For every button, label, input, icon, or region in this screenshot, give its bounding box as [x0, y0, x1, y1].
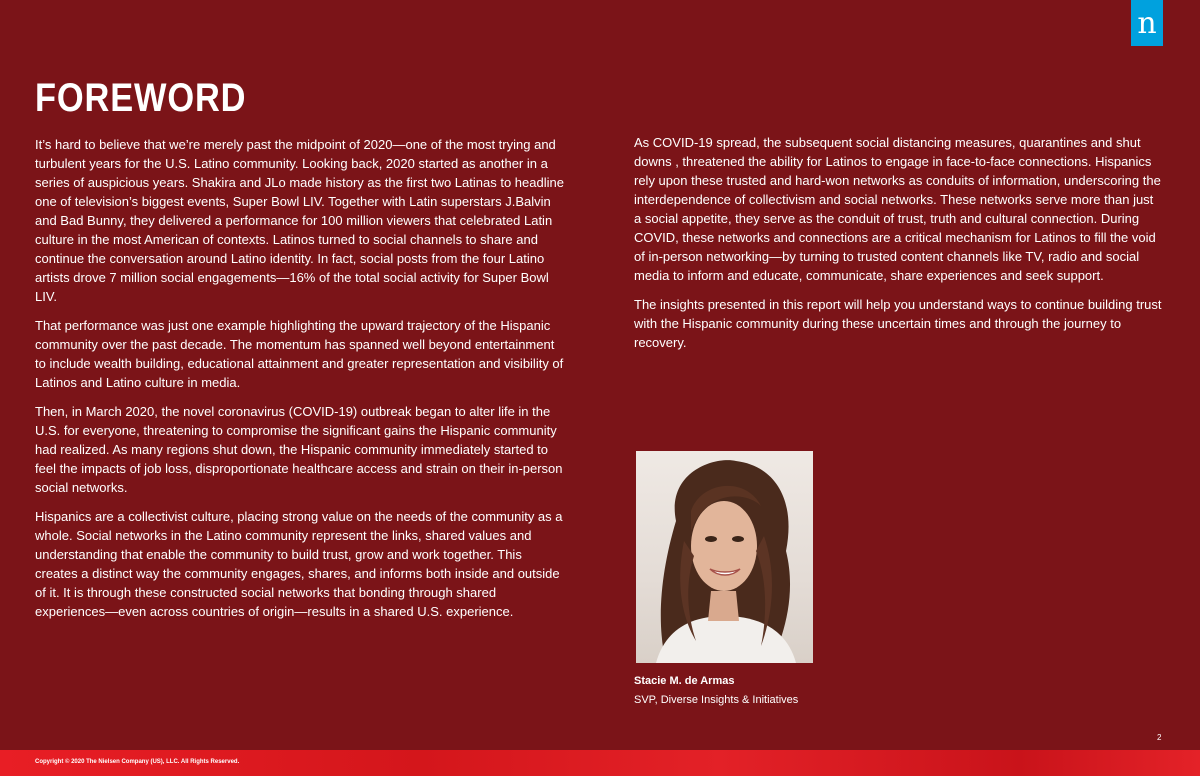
copyright-text: Copyright © 2020 The Nielsen Company (US), LLC. All Rights Reserved. [35, 759, 240, 765]
page-title: FOREWORD [35, 76, 247, 120]
author-photo [636, 451, 813, 663]
portrait-illustration [636, 451, 813, 663]
paragraph: It’s hard to believe that we’re merely past the midpoint of 2020—one of the most trying and turbulent years for the U.S. Latino community. Looking back, 2020 started as another in a series of auspicious years. Shakira and JLo made history as the first two Latinas to headline one of television’s biggest events, Super Bowl LIV. Together with Latin superstars J.Balvin and Bad Bunny, they delivered a performance for 100 million viewers that celebrated Latin culture in the most American of contexts. Latinos turned to social channels to share and continue the conversation around Latino identity. In fact, social posts from the four Latino artists drove 7 million social engagements—16% of the total social activity for Super Bowl LIV. [35, 137, 564, 304]
page-number: 2 [1157, 733, 1162, 742]
author-name: Stacie M. de Armas [634, 675, 735, 687]
paragraph: Hispanics are a collectivist culture, placing strong value on the needs of the community as a whole. Social networks in the Latino community represent the links, shared values and understanding that enable the community to build trust, grow and work together. This creates a distinct way the community engages, shares, and informs both inside and outside of it. It is through these constructed social networks that bonding through shared experiences—even across countries of origin—results in a shared U.S. experience. [35, 509, 563, 619]
paragraph: That performance was just one example highlighting the upward trajectory of the Hispanic community over the past decade. The momentum has spanned well beyond entertainment to include wealth building, educational attainment and greater representation and visibility of Latinos and Latino culture in media. [35, 318, 564, 390]
nielsen-logo [1131, 0, 1163, 46]
paragraph: Then, in March 2020, the novel coronavirus (COVID-19) outbreak began to alter life in the U.S. for everyone, threatening to compromise the significant gains the Hispanic community had realized. As many regions shut down, the Hispanic community immediately started to feel the impacts of job loss, disproportionate healthcare access and strain on their in-person social networks. [35, 404, 563, 495]
paragraph: As COVID-19 spread, the subsequent social distancing measures, quarantines and shut downs , threatened the ability for Latinos to engage in face-to-face connections. Hispanics rely upon these trusted and hard-won networks as conduits of information, underscoring the interdependence of collectivism and social networks. These networks serve more than just a social appetite, they serve as the conduit of trust, truth and cultural connection. During COVID, these networks and connections are a critical mechanism for Latinos to fill the void of in-person networking—by turning to trusted content channels like TV, radio and social media to inform and educate, communicate, share experiences and seek support. [634, 135, 1161, 283]
left-column [35, 135, 565, 631]
logo-glyph: n [1137, 6, 1157, 41]
right-column [634, 133, 1164, 362]
paragraph: The insights presented in this report will help you understand ways to continue building trust with the Hispanic community during these uncertain times and through the journey to recovery. [634, 297, 1162, 350]
author-role: SVP, Diverse Insights & Initiatives [634, 694, 799, 706]
